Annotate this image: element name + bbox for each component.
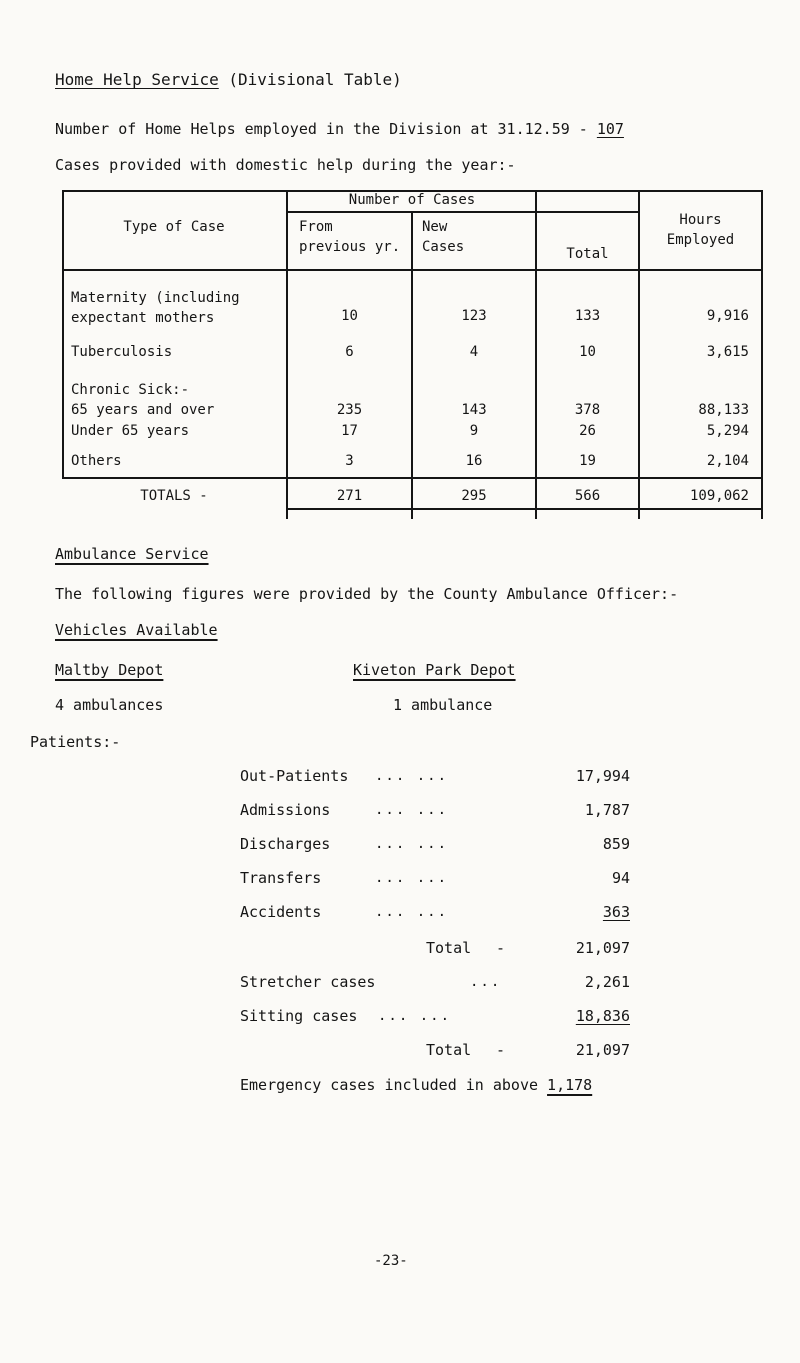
patient-label: Transfers xyxy=(240,869,322,887)
leader-dots: ... ... xyxy=(375,870,449,886)
totals-new: 295 xyxy=(461,488,487,504)
ambulance-heading: Ambulance Service xyxy=(55,545,209,563)
leader-dots: ... ... xyxy=(375,802,449,818)
cell-new: 143 xyxy=(461,402,487,418)
patient-value: 94 xyxy=(611,869,630,887)
cell-from: 3 xyxy=(345,453,354,469)
leader-dots: ... ... xyxy=(375,836,449,852)
home-help-table xyxy=(62,190,763,517)
cell-hours: 2,104 xyxy=(706,453,749,469)
cell-total: 378 xyxy=(574,402,601,418)
cell-hours: 5,294 xyxy=(706,423,749,439)
cell-total: 133 xyxy=(574,308,601,324)
depot-vehicles-maltby: 4 ambulances xyxy=(55,696,164,714)
home-helps-line xyxy=(55,120,624,138)
stretcher-value: 2,261 xyxy=(584,973,630,991)
vehicles-heading: Vehicles Available xyxy=(55,621,218,639)
header-hours-employed: Hours Employed xyxy=(666,212,735,248)
cell-new: 123 xyxy=(461,308,487,324)
patient-label: Accidents xyxy=(240,903,322,921)
header-from-previous: From previous yr. xyxy=(299,219,401,255)
leader-dots: ... ... xyxy=(375,904,449,920)
totals-hours: 109,062 xyxy=(689,488,749,504)
cell-new: 9 xyxy=(469,423,479,439)
home-helps-text: Number of Home Helps employed in the Division at 31.12.59 - xyxy=(55,120,588,138)
totals-label: TOTALS - xyxy=(140,488,208,504)
cell-hours: 9,916 xyxy=(706,308,749,324)
leader-dots: ... xyxy=(470,974,502,990)
totals-total: 566 xyxy=(574,488,601,504)
heading-title: Home Help Service xyxy=(55,70,219,89)
row-label-65-and-over: 65 years and over xyxy=(71,402,215,418)
patient-value: 859 xyxy=(602,835,630,853)
cell-new: 4 xyxy=(469,344,479,360)
depot-name-maltby: Maltby Depot xyxy=(55,661,164,679)
patient-value: 1,787 xyxy=(584,801,630,819)
cell-total: 19 xyxy=(579,453,596,469)
patient-value: 363 xyxy=(602,903,630,921)
sitting-value: 18,836 xyxy=(575,1007,630,1025)
ambulance-intro: The following figures were provided by the County Ambulance Officer:- xyxy=(55,585,679,603)
cell-total: 26 xyxy=(579,423,596,439)
patient-label: Discharges xyxy=(240,835,331,853)
cell-from: 235 xyxy=(336,402,363,418)
cell-from: 10 xyxy=(341,308,358,324)
leader-dots: ... ... xyxy=(375,768,449,784)
patients-label: Patients:- xyxy=(30,733,121,751)
totals-from: 271 xyxy=(336,488,363,504)
home-helps-count: 107 xyxy=(596,120,624,138)
cell-hours: 3,615 xyxy=(706,344,749,360)
depot-vehicles-kiveton: 1 ambulance xyxy=(393,696,493,714)
leader-dots: ... ... xyxy=(378,1008,452,1024)
cell-hours: 88,133 xyxy=(698,402,749,418)
patient-label: Out-Patients xyxy=(240,767,349,785)
header-new-cases: New Cases xyxy=(422,219,465,255)
header-number-of-cases: Number of Cases xyxy=(348,192,476,208)
cell-from: 17 xyxy=(341,423,358,439)
row-label-maternity: Maternity (including expectant mothers xyxy=(71,290,240,326)
cases-total-label: Total xyxy=(426,1041,472,1059)
page-heading xyxy=(55,70,402,89)
emergency-text: Emergency cases included in above xyxy=(240,1076,539,1094)
patients-total-label: Total xyxy=(426,939,472,957)
row-label-tuberculosis: Tuberculosis xyxy=(71,344,173,360)
total-dash: - xyxy=(496,939,506,957)
page-number: -23- xyxy=(374,1253,408,1269)
cell-total: 10 xyxy=(579,344,596,360)
heading-suffix: (Divisional Table) xyxy=(228,70,402,89)
header-total: Total xyxy=(566,246,609,262)
row-label-others: Others xyxy=(71,453,122,469)
sitting-label: Sitting cases xyxy=(240,1007,358,1025)
patient-value: 17,994 xyxy=(575,767,630,785)
stretcher-label: Stretcher cases xyxy=(240,973,376,991)
total-dash: - xyxy=(496,1041,506,1059)
row-label-under-65: Under 65 years xyxy=(71,423,190,439)
cell-from: 6 xyxy=(345,344,354,360)
patients-total-value: 21,097 xyxy=(575,939,630,957)
emergency-value: 1,178 xyxy=(547,1076,593,1094)
row-label-chronic-sick: Chronic Sick:- xyxy=(71,382,190,398)
emergency-line xyxy=(240,1076,592,1094)
cell-new: 16 xyxy=(465,453,483,469)
patient-label: Admissions xyxy=(240,801,331,819)
depot-name-kiveton: Kiveton Park Depot xyxy=(353,661,516,679)
cases-line: Cases provided with domestic help during the year:- xyxy=(55,156,516,174)
header-type-of-case: Type of Case xyxy=(123,219,225,235)
cases-total-value: 21,097 xyxy=(575,1041,630,1059)
